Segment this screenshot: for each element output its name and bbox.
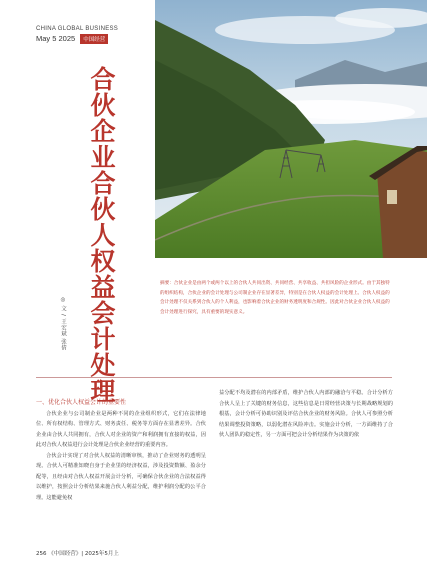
page-footer: 256 《中国经营》| 2025年5月上 (36, 551, 119, 557)
author-byline: ◎ 文 / 王宏斌 张倩 (60, 297, 66, 351)
header (36, 26, 118, 44)
article-title: 合伙企业合伙人权益会计处理 (87, 66, 116, 404)
issue-date: May 5 2025 (36, 34, 76, 43)
paragraph: 益分配不均及潜在的内部矛盾，维护合伙人内部的融洽与平稳。合计分析方合伙人呈上了关键的财务信息，这些信息是日常经营决策与长期战略规划的根基，会计分析可协助识别及评估合伙企业的财务风险。合伙人可参照分析结果调整投资策略，以弱化潜在风险冲击。实施会计分析，一方面维持了合伙人团队的稳定性，另一方面可把会计分析结果作为决策的依 (219, 390, 393, 438)
magazine-name: CHINA GLOBAL BUSINESS (36, 26, 119, 32)
column-right (219, 388, 393, 441)
column-left (36, 398, 206, 503)
issue-date-row (36, 34, 118, 44)
divider (36, 377, 392, 378)
section-title: 一、优化合伙人权益会计的重要性 (36, 399, 127, 406)
abstract: 摘要：合伙企业是由两个或两个以上的合伙人共同出资、共同经营、共享收益、共担风险的企业形式。由于其独特的组织结构，合伙企业的会计处理与公司制企业存在显著差异，特别是在合伙人权益的会计处理上。合伙人权益的会计处理不仅关系到合伙人的个人利益，也影响着合伙企业的财务透明度和合规性。因此对合伙企业合伙人权益的会计处理进行探究，具有重要的现实意义。 (160, 281, 390, 315)
landscape-photo (155, 0, 427, 258)
magazine-badge: 中国经营 (80, 34, 108, 44)
paragraph: 合伙企业与公司制企业是两种不同的企业组织形式，它们在法律地位、所有权结构、管理方式、财务责任、税务等方面存在显著差异。合伙企业由合伙人共同拥有，合伙人对企业的资产和利润拥有直接的权益，因此对合伙人权益进行会计处理是合伙企业经营的重要内容。 (36, 410, 206, 448)
paragraph: 合伙会计实现了对合伙人权益的清晰审核，推动了企业财务的透明呈现。合伙人可精准知晓自身于企业里的经济权益，涉及投资数额、盈余分配等，且经由对合伙人权益开展会计分析，可确保合伙企业的合法权益得以维护，按照会计分析结果来施合伙人利益分配，维护利润分配的公平合理。这能避免权 (36, 452, 206, 501)
